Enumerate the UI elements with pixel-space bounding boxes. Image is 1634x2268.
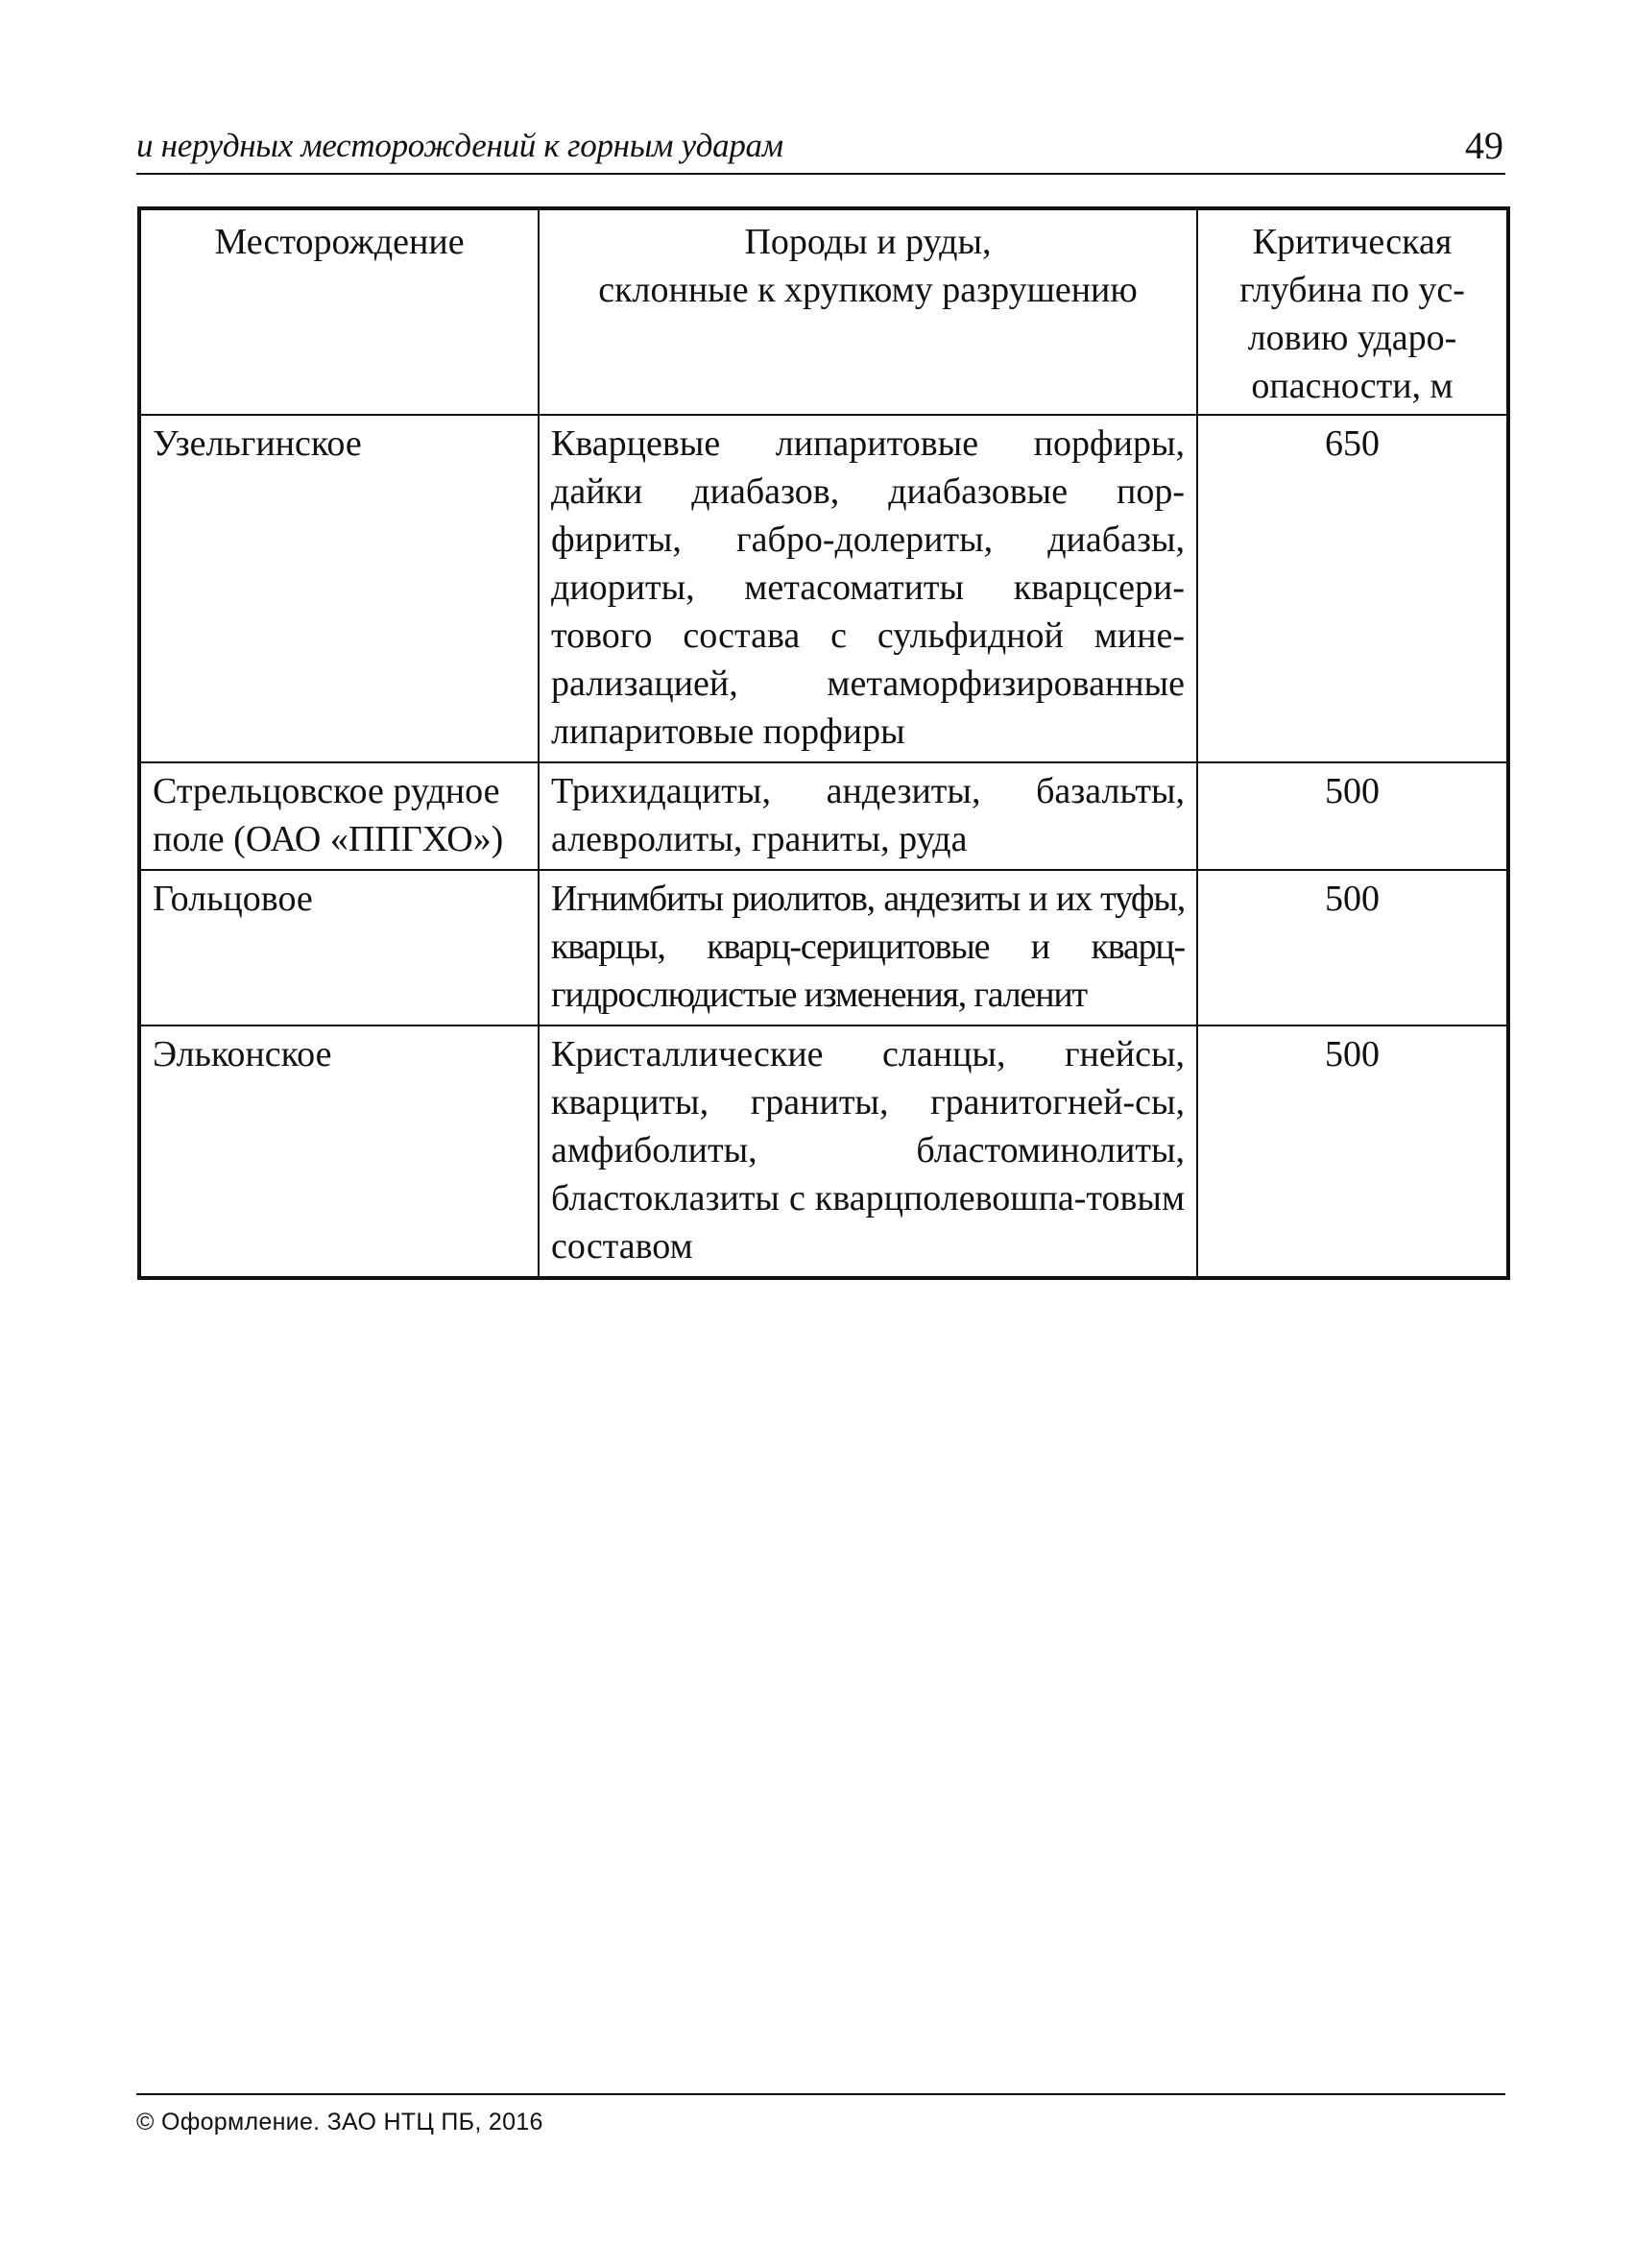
copyright-notice: © Оформление. ЗАО НТЦ ПБ, 2016 — [136, 2109, 543, 2135]
running-header — [136, 123, 1505, 175]
critical-depth: 650 — [1197, 415, 1508, 762]
table-row — [139, 415, 1508, 762]
page-footer — [136, 2093, 1505, 2136]
column-header-depth-text: Критическая глубина по ус- ловию ударо- опасности, м — [1239, 222, 1465, 406]
table-row — [139, 762, 1508, 870]
deposit-name: Эльконское — [139, 1025, 539, 1278]
table-row — [139, 870, 1508, 1025]
column-header-rocks — [539, 208, 1197, 415]
rocks-description: Кристаллические сланцы, гнейсы, кварциты, граниты, гранитогней-сы, амфиболиты, бластоминолиты, бластоклазиты с кварцполевошпа-товым составом — [539, 1025, 1197, 1278]
deposits-table — [137, 206, 1510, 1280]
column-header-depth — [1197, 208, 1508, 415]
deposit-name: Узельгинское — [139, 415, 539, 762]
rocks-description: Трихидациты, андезиты, базальты, алевролиты, граниты, руда — [539, 762, 1197, 870]
critical-depth: 500 — [1197, 762, 1508, 870]
page-number: 49 — [1465, 124, 1503, 167]
deposit-name: Гольцовое — [139, 870, 539, 1025]
critical-depth: 500 — [1197, 870, 1508, 1025]
rocks-description: Кварцевые липаритовые порфиры, дайки диабазов, диабазовые пор-фириты, габро-долериты, диабазы, диориты, метасоматиты кварцсери-тового состава с сульфидной мине-рализацией, метаморфизированные липаритовые порфиры — [539, 415, 1197, 762]
critical-depth: 500 — [1197, 1025, 1508, 1278]
column-header-deposit-text: Месторождение — [214, 222, 465, 262]
column-header-deposit — [139, 208, 539, 415]
column-header-rocks-text: Породы и руды, склонные к хрупкому разрушению — [598, 222, 1138, 310]
deposit-name: Стрельцовское рудное поле (ОАО «ППГХО») — [139, 762, 539, 870]
running-title: и нерудных месторождений к горным ударам — [136, 127, 783, 164]
rocks-description: Игнимбиты риолитов, андезиты и их туфы, кварцы, кварц-серицитовые и кварц-гидрослюдистые изменения, галенит — [539, 870, 1197, 1025]
table-header-row — [139, 208, 1508, 415]
table-row — [139, 1025, 1508, 1278]
